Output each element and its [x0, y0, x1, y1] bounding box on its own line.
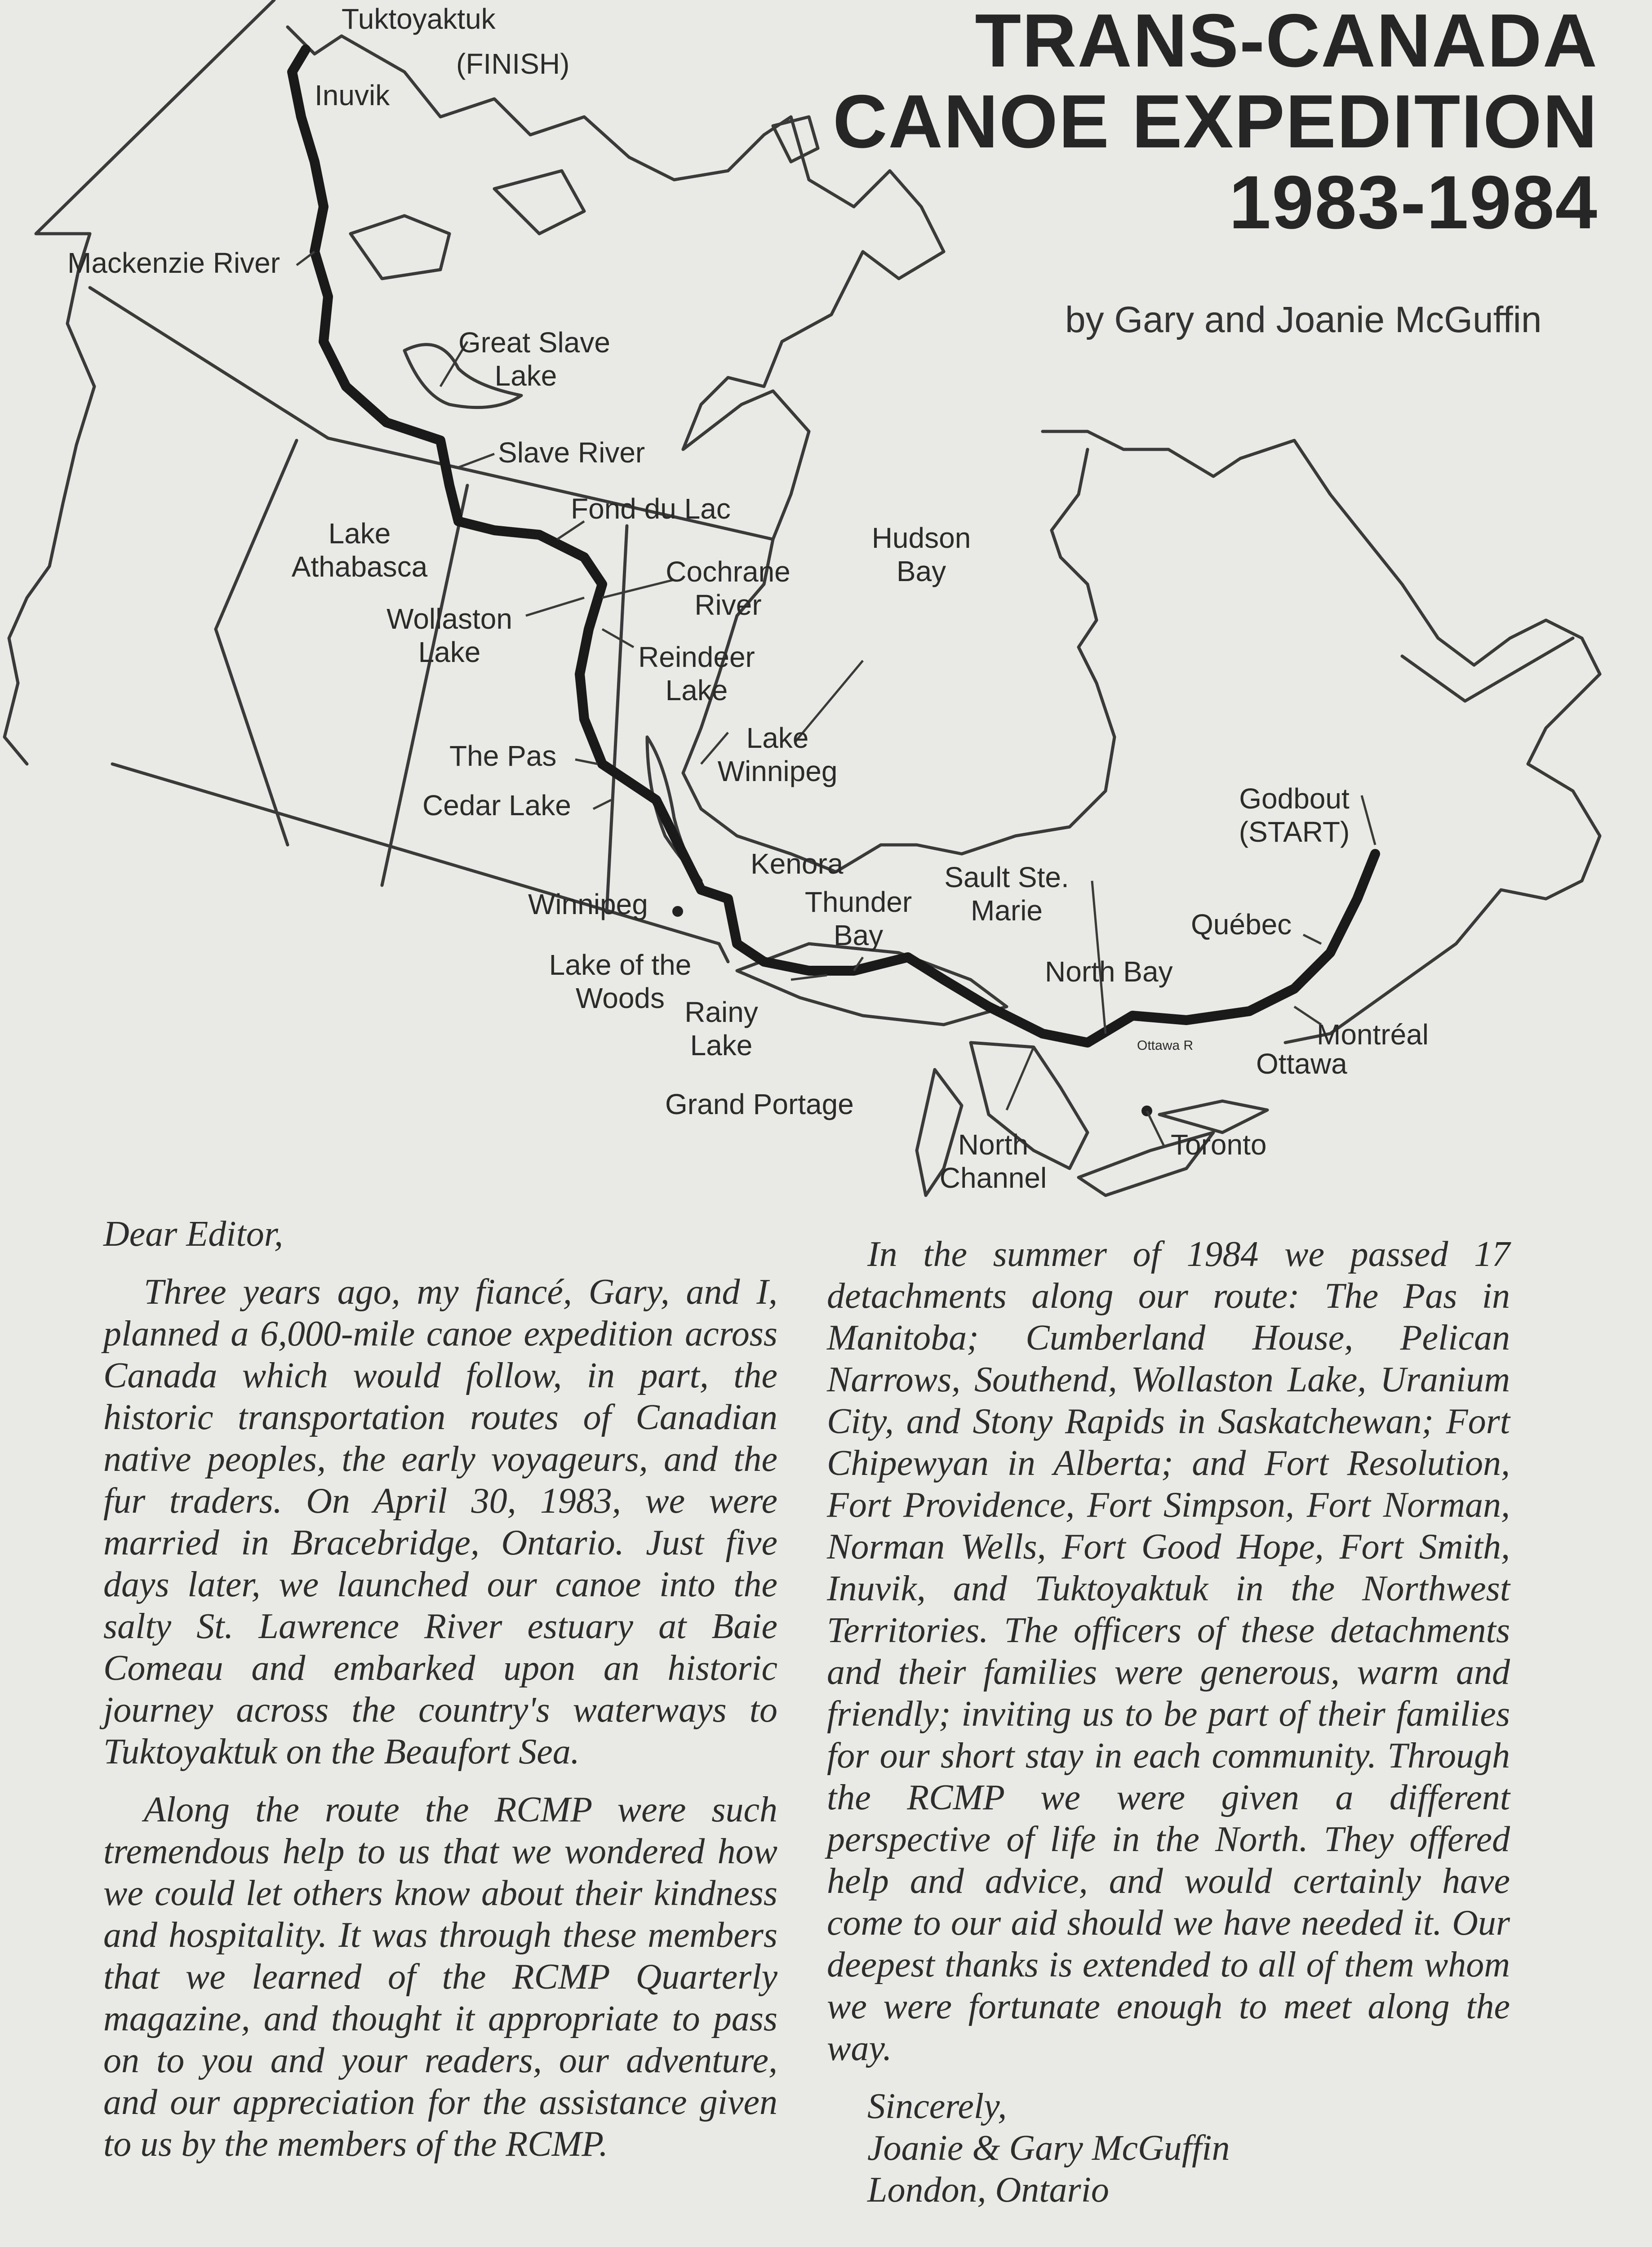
label-line: Lake — [328, 517, 391, 550]
label-line: Cochrane — [666, 555, 790, 588]
label-line: (START) — [1239, 816, 1350, 848]
label-north-bay: North Bay — [1045, 955, 1173, 988]
label-tuktoyaktuk: Tuktoyaktuk — [342, 3, 496, 35]
label-the-pas: The Pas — [449, 740, 557, 772]
lake-superior — [737, 944, 1007, 1025]
label-quebec: Québec — [1191, 908, 1292, 941]
boundary-yukon — [90, 288, 328, 438]
paragraph: Three years ago, my fiancé, Gary, and I, planned a 6,000-mile canoe expedition across Canada which would follow, in part, the historic transportation routes of Canadian native peoples, the early voyageurs, and the fur traders. On April 30, 1983, we were married in Bracebridge, Ontario. Just five days later, we launched our canoe into the salty St. Lawrence River estuary at Baie Comeau and embarked upon an historic journey across the country's waterways to Tuktoyaktuk on the Beaufort Sea. — [103, 1272, 777, 1772]
label-line: Lake — [418, 636, 481, 668]
boundary-us-border — [112, 764, 728, 962]
label-kenora: Kenora — [751, 848, 844, 880]
boundary-sask-manitoba — [607, 526, 627, 912]
label-north-channel — [917, 1128, 1070, 1195]
label-line: Athabasca — [291, 551, 428, 583]
title-line: CANOE EXPEDITION — [833, 79, 1598, 164]
leader-slave-river — [458, 454, 494, 467]
label-rainy-lake — [674, 995, 768, 1062]
signature: Joanie & Gary McGuffin — [867, 2128, 1230, 2168]
label-line: Channel — [939, 1162, 1047, 1194]
label-winnipeg: Winnipeg — [528, 888, 648, 920]
sender-location: London, Ontario — [867, 2170, 1109, 2210]
label-line: Rainy — [684, 996, 758, 1028]
label-line: Reindeer — [638, 641, 755, 673]
leader-wollaston — [526, 598, 584, 616]
salutation: Dear Editor, — [103, 1214, 283, 1254]
label-ottawa-river: Ottawa R — [1137, 1038, 1194, 1053]
title-line: TRANS-CANADA — [975, 0, 1598, 83]
leader-the-pas — [575, 759, 598, 764]
label-cedar-lake: Cedar Lake — [422, 789, 571, 822]
byline: by Gary and Joanie McGuffin — [1065, 299, 1542, 340]
label-line: Bay — [896, 555, 946, 587]
label-line: Sault Ste. — [944, 861, 1069, 893]
letter-column-right — [827, 1234, 1510, 2211]
label-line: Lake — [746, 722, 809, 754]
label-hudson-bay — [863, 521, 980, 588]
leader-cedar — [593, 800, 611, 809]
leader-grand-portage — [791, 975, 827, 980]
letter-column-left — [103, 1213, 777, 2165]
label-godbout — [1213, 782, 1375, 848]
label-toronto: Toronto — [1171, 1128, 1267, 1161]
closing: Sincerely, — [867, 2087, 1007, 2126]
label-line: North — [958, 1128, 1029, 1161]
label-line: Marie — [970, 894, 1043, 927]
label-finish: (FINISH) — [456, 48, 570, 80]
label-great-slave-lake — [458, 326, 610, 392]
leader-quebec — [1303, 935, 1321, 944]
sign-off — [827, 2086, 1510, 2211]
leader-north-channel — [1007, 1047, 1034, 1110]
label-inuvik: Inuvik — [315, 79, 390, 111]
label-line: Wollaston — [386, 603, 512, 635]
label-lake-winnipeg — [701, 721, 854, 788]
label-reindeer-lake — [625, 640, 768, 707]
paragraph: Along the route the RCMP were such tremendous help to us that we wondered how we could let others know about their kindness and hospitality. It was through these members that we learned of the RCMP Quarterly magazine, and thought it appropriate to pass on to you and your readers, our adventure, and our appreciation for the assistance given to us by the members of the RCMP. — [103, 1790, 777, 2164]
title-line: 1983-1984 — [1229, 160, 1598, 244]
winnipeg-dot — [672, 906, 683, 917]
label-thunder-bay — [800, 885, 917, 952]
label-line: Great Slave — [458, 326, 610, 359]
label-cochrane-river — [661, 555, 795, 622]
label-line: Lake — [665, 674, 728, 706]
label-lake-athabasca — [283, 517, 436, 583]
article-title — [789, 0, 1598, 243]
label-montreal: Montréal — [1317, 1018, 1429, 1051]
coastline-west — [4, 0, 274, 764]
label-grand-portage: Grand Portage — [665, 1088, 854, 1120]
label-slave-river: Slave River — [498, 436, 645, 469]
label-line: Woods — [575, 982, 665, 1014]
label-line: Lake — [494, 360, 557, 392]
paragraph: In the summer of 1984 we passed 17 detachments along our route: The Pas in Manitoba; Cumberland House, Pelican Narrows, Southend, Wollaston Lake, Uranium City, and Stony Rapids in Saskatchewan; Fort Chipewyan in Alberta; and Fort Resolution, Fort Providence, Fort Simpson, Fort Norman, Norman Wells, Fort Good Hope, Fort Smith, Inuvik, and Tuktoyaktuk in the Northwest Territories. The officers of these detachments and their families were generous, warm and friendly; inviting us to be part of their families for our short stay in each community. Through the RCMP we were given a different perspective of life in the North. They offered help and advice, and would certainly have come to our aid should we have needed it. Our deepest thanks is extended to all of them whom we were fortunate enough to meet along the way. — [827, 1235, 1510, 2068]
label-wollaston-lake — [369, 602, 530, 669]
boundary-labrador — [1402, 638, 1573, 701]
label-fond-du-lac: Fond du Lac — [571, 493, 731, 525]
label-line: Thunder — [804, 886, 912, 918]
coastline-labrador — [1043, 431, 1600, 1043]
label-line: Lake — [690, 1029, 753, 1061]
label-line: Bay — [833, 919, 884, 951]
label-sault-ste-marie — [930, 861, 1083, 927]
label-line: Winnipeg — [717, 755, 838, 787]
label-line: Godbout — [1239, 782, 1350, 815]
label-mackenzie-river: Mackenzie River — [67, 247, 280, 279]
label-line: Lake of the — [549, 949, 692, 981]
arctic-island — [351, 216, 449, 279]
boundary-bc-alberta — [216, 440, 297, 845]
label-line: Hudson — [871, 522, 971, 554]
label-ottawa: Ottawa — [1256, 1048, 1347, 1080]
arctic-island — [494, 171, 584, 234]
label-line: River — [694, 589, 762, 621]
